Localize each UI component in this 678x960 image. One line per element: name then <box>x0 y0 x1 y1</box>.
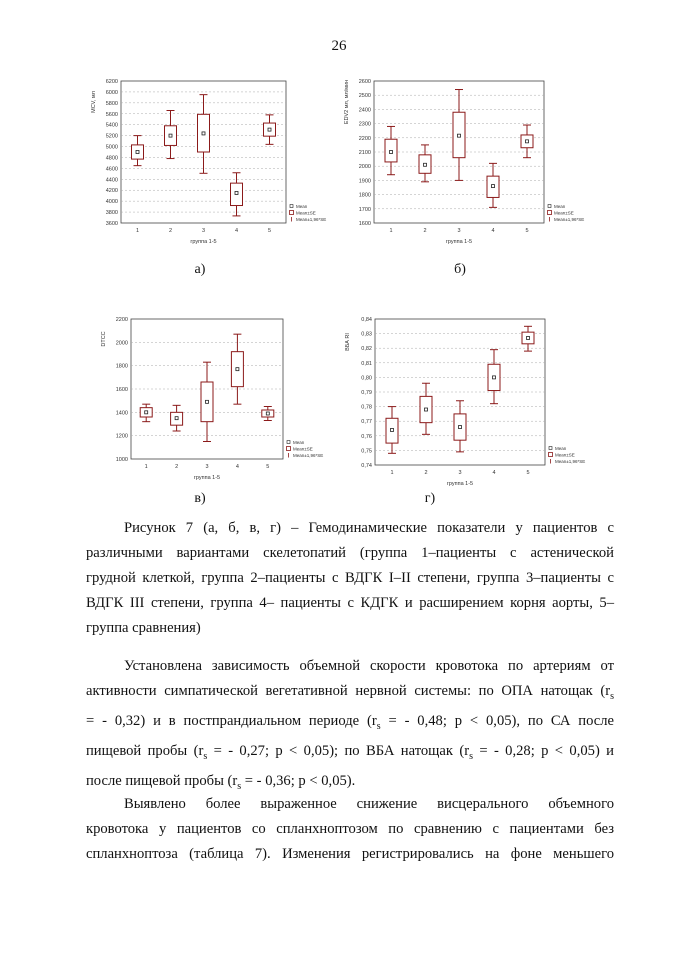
paragraph-line: Установлена зависимость объемной скорости кровотока по артериям от <box>124 658 614 674</box>
x-tick-label: 2 <box>175 464 179 470</box>
x-tick-label: 2 <box>423 228 427 234</box>
legend-mean-marker <box>287 441 290 444</box>
figure-caption <box>86 516 614 641</box>
mean-point <box>136 151 139 154</box>
legend-se-marker <box>290 211 294 215</box>
y-tick-label: 2000 <box>358 164 371 171</box>
x-tick-label: 3 <box>457 228 461 234</box>
mean-point <box>169 134 172 137</box>
y-tick-label: 1800 <box>358 192 371 199</box>
mean-point <box>236 368 239 371</box>
paragraph-line: кровотока у пациентов со спланхноптозом по сравнению с пациентами без <box>86 821 614 837</box>
x-tick-label: 3 <box>205 464 209 470</box>
y-tick-label: 5000 <box>105 144 118 151</box>
x-tick-label: 1 <box>390 470 394 476</box>
legend-label: Mean <box>555 446 567 451</box>
paragraph-2 <box>86 792 614 867</box>
y-tick-label: 0,81 <box>361 360 372 367</box>
caption-line: Рисунок 7 (а, б, в, г) – Гемодинамические показатели у пациентов с <box>124 520 614 536</box>
chart-b <box>340 73 590 247</box>
subfigure-label-b: б) <box>454 262 466 277</box>
y-tick-label: 5400 <box>105 122 118 129</box>
x-tick-label: 2 <box>168 228 173 234</box>
x-tick-label: 3 <box>458 470 462 476</box>
legend-label: Mean±SE <box>296 210 316 216</box>
x-tick-label: 1 <box>144 464 148 470</box>
legend-se-marker <box>549 453 553 457</box>
mean-point <box>527 336 530 339</box>
y-tick-label: 1900 <box>358 178 371 185</box>
legend-se-marker <box>287 447 291 451</box>
chart-d <box>341 311 591 489</box>
y-tick-label: 5600 <box>105 111 118 118</box>
x-tick-label: 4 <box>492 470 496 476</box>
y-tick-label: 0,74 <box>361 463 372 469</box>
x-tick-label: 5 <box>525 228 529 234</box>
y-tick-label: 2100 <box>358 150 371 156</box>
y-tick-label: 0,75 <box>361 448 372 455</box>
x-axis-label: группа 1-5 <box>445 239 473 245</box>
y-tick-label: 0,82 <box>361 346 372 353</box>
mean-point <box>458 134 461 137</box>
y-axis-label: EDV2 мл, мл/мин <box>344 79 350 125</box>
page-number: 26 <box>331 38 347 54</box>
caption-line: различными вариантами скелетопатий (группа 1–пациенты с астенической <box>86 545 614 561</box>
y-tick-label: 2400 <box>358 107 371 114</box>
y-tick-label: 2200 <box>358 135 371 142</box>
y-tick-label: 0,79 <box>361 390 372 396</box>
y-tick-label: 4200 <box>105 188 118 195</box>
mean-point <box>391 428 394 431</box>
y-tick-label: 5200 <box>105 133 118 140</box>
y-axis-label: MCV, мл <box>91 91 97 113</box>
y-tick-label: 4800 <box>105 155 118 162</box>
paragraph-line: спланхноптоза (таблица 7). Изменения регистрировались на фоне меньшего <box>86 846 614 862</box>
mean-point <box>493 376 496 379</box>
caption-line: ВДГК III степени, группа 4– пациенты с КДГК и расширением корня аорты, 5– <box>86 595 614 611</box>
chart-a <box>87 73 332 247</box>
y-tick-label: 1000 <box>115 457 128 463</box>
caption-line: группа сравнения) <box>86 620 201 636</box>
y-tick-label: 2300 <box>358 121 371 128</box>
x-tick-label: 5 <box>266 464 270 470</box>
paragraph-line: Выявлено более выраженное снижение висцерального объемного <box>124 796 614 812</box>
x-tick-label: 3 <box>201 228 206 234</box>
paragraph-line: пищевой пробы ($r_s$ = - 0,27; p < 0,05); по ВБА натощак ($r_s$ = - 0,28; p < 0,05) и <box>86 742 614 762</box>
y-tick-label: 3600 <box>105 221 118 227</box>
y-tick-label: 0,80 <box>361 375 372 382</box>
legend-label: Mean±1,96*SE <box>293 453 324 458</box>
paragraph-line: активности симпатической вегетативной нервной системы: по ОПА натощак ($r_s$ <box>86 683 614 702</box>
chart-d-svg <box>341 311 591 489</box>
mean-point <box>145 411 148 414</box>
chart-c-svg <box>97 311 329 483</box>
x-tick-label: 4 <box>234 228 239 234</box>
x-tick-label: 5 <box>526 470 530 476</box>
y-tick-label: 5800 <box>105 100 118 107</box>
legend-label: Mean±1,96*SE <box>296 217 327 222</box>
y-tick-label: 2500 <box>358 93 371 100</box>
y-tick-label: 1600 <box>358 221 371 227</box>
x-axis-label: группа 1-5 <box>190 239 217 245</box>
y-axis-label: ВБА RI <box>345 333 351 351</box>
subfigure-label-c: в) <box>194 491 206 506</box>
legend-label: Mean <box>554 204 566 209</box>
x-tick-label: 1 <box>135 228 140 234</box>
y-tick-label: 1700 <box>358 206 371 213</box>
y-tick-label: 2600 <box>358 79 371 85</box>
y-axis-label: DTCC <box>101 331 107 347</box>
mean-point <box>526 140 529 143</box>
y-tick-label: 1400 <box>115 410 128 417</box>
x-tick-label: 2 <box>424 470 428 476</box>
y-tick-label: 0,78 <box>361 404 372 411</box>
legend-mean-marker <box>290 205 293 208</box>
subfigure-label-d: г) <box>424 491 436 506</box>
y-tick-label: 0,77 <box>361 419 372 426</box>
y-tick-label: 3800 <box>105 210 118 217</box>
y-tick-label: 1800 <box>115 363 128 370</box>
legend-label: Mean <box>293 440 305 445</box>
mean-point <box>492 185 495 188</box>
caption-line: грудной клеткой, группа 2–пациенты с ВДГК I–II степени, группа 3–пациенты с <box>86 570 614 586</box>
paragraph-line: после пищевой пробы ($r_s$ = - 0,36; p < 0,05). <box>86 772 356 792</box>
x-tick-label: 1 <box>389 228 393 234</box>
y-tick-label: 4600 <box>105 166 118 173</box>
legend-label: Mean <box>296 204 308 209</box>
mean-point <box>202 132 205 135</box>
y-tick-label: 6000 <box>105 89 118 96</box>
y-tick-label: 4000 <box>105 199 118 206</box>
legend-label: Mean±1,96*SE <box>554 217 585 222</box>
mean-point <box>459 426 462 429</box>
legend-se-marker <box>548 211 552 215</box>
y-tick-label: 2000 <box>115 340 128 347</box>
y-tick-label: 0,84 <box>361 317 372 323</box>
paragraph-line: = - 0,32) и в постпрандиальном периоде ($r_s$ = - 0,48; p < 0,05), по СА после <box>86 712 614 732</box>
y-tick-label: 1600 <box>115 387 128 393</box>
chart-b-svg <box>340 73 590 247</box>
mean-point <box>268 128 271 131</box>
mean-point <box>390 151 393 154</box>
y-tick-label: 0,83 <box>361 331 372 338</box>
y-tick-label: 4400 <box>105 177 118 184</box>
x-tick-label: 4 <box>491 228 495 234</box>
mean-point <box>235 191 238 194</box>
x-tick-label: 5 <box>267 228 272 234</box>
mean-point <box>266 412 269 415</box>
y-tick-label: 6200 <box>105 79 118 85</box>
subfigure-label-a: а) <box>194 262 206 277</box>
x-tick-label: 4 <box>235 464 239 470</box>
legend-label: Mean±SE <box>555 452 575 458</box>
mean-point <box>175 417 178 420</box>
paragraph-1 <box>86 654 614 799</box>
mean-point <box>424 163 427 166</box>
legend-label: Mean±SE <box>293 446 313 452</box>
y-tick-label: 0,76 <box>361 433 372 440</box>
legend-mean-marker <box>548 205 551 208</box>
x-axis-label: группа 1-5 <box>193 475 221 481</box>
chart-a-svg <box>87 73 332 247</box>
x-axis-label: группа 1-5 <box>446 481 474 487</box>
y-tick-label: 1200 <box>115 433 128 440</box>
legend-label: Mean±1,96*SE <box>555 459 586 464</box>
y-tick-label: 2200 <box>115 317 128 323</box>
legend-mean-marker <box>549 447 552 450</box>
chart-c <box>97 311 329 483</box>
mean-point <box>206 400 209 403</box>
legend-label: Mean±SE <box>554 210 574 216</box>
mean-point <box>425 408 428 411</box>
